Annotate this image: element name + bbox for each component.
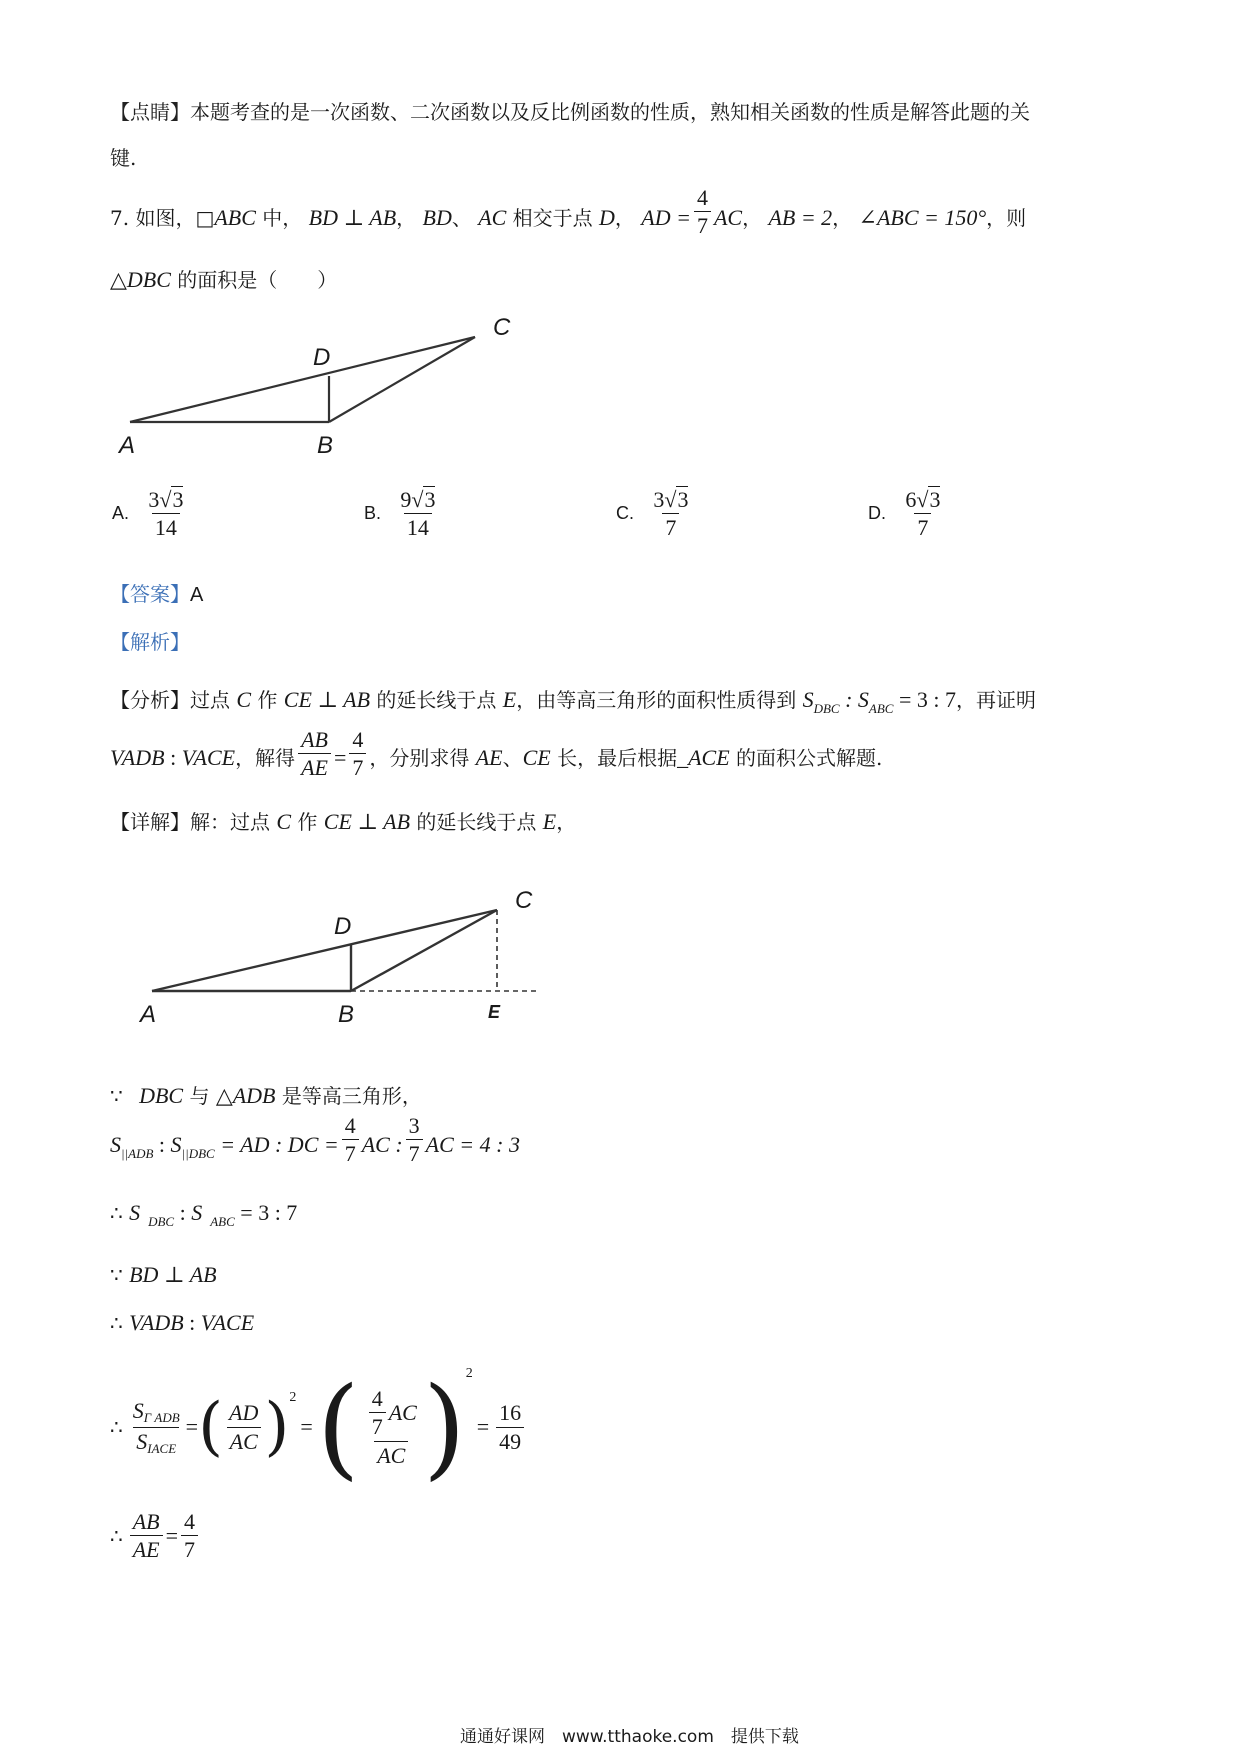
option-letter: C. [616, 503, 634, 524]
step-math: AC [388, 1400, 417, 1426]
option-coef: 9 [400, 487, 412, 512]
question-fraction [694, 186, 711, 237]
area-symbol: S [129, 1200, 141, 1225]
exponent: 2 [465, 1366, 473, 1381]
option-c [616, 488, 694, 539]
left-paren: ( [316, 1363, 360, 1491]
fenxi-area: S [802, 687, 814, 712]
answer-tag: 【答案】 [110, 582, 190, 606]
step-text: 是等高三角形， [275, 1084, 422, 1108]
option-coef: 3 [653, 487, 665, 512]
step-1 [110, 1080, 422, 1109]
fraction-numerator: 4 [696, 185, 708, 210]
fraction-numerator: 4 [344, 1113, 356, 1138]
question-ac: AC [713, 205, 743, 231]
fraction-denominator: 7 [694, 211, 711, 237]
area-symbol: S [136, 1428, 148, 1454]
option-coef: 3 [148, 487, 160, 512]
step-colon: : [174, 1200, 192, 1225]
area-sub: ABC [210, 1214, 235, 1229]
fraction-denominator: 49 [496, 1427, 524, 1453]
label-a: A [140, 1001, 157, 1028]
question-sep: ， [614, 206, 635, 231]
area-ratio-fraction [130, 1399, 183, 1455]
step-fraction [342, 1114, 359, 1165]
figure-triangle-1 [105, 305, 545, 460]
step-math: BD ⊥ AB [129, 1262, 217, 1287]
question-cond: BD [422, 205, 452, 231]
step-2 [110, 1113, 520, 1167]
figure-triangle-2 [130, 870, 560, 1030]
fraction-numerator: AB [132, 1509, 160, 1534]
area-symbol: S [110, 1132, 121, 1158]
dianjing-line1 [110, 96, 1030, 125]
area-sub: Γ ADB [143, 1409, 180, 1425]
question-cond: AC [478, 205, 507, 231]
fenxi-math: CE [522, 745, 551, 771]
answer-line [110, 578, 203, 607]
label-e: E [488, 1002, 501, 1022]
step-5 [110, 1310, 254, 1336]
step-eq: = [300, 1414, 313, 1439]
question-text: 相交于点 [506, 206, 600, 231]
option-letter: D. [868, 503, 886, 524]
question-abc: ABC [214, 205, 256, 231]
question-sep: ， [396, 206, 417, 231]
fenxi-text: 的面积公式解题. [729, 746, 883, 771]
fraction-denominator: 7 [181, 1535, 198, 1561]
xiangjie-math: CE ⊥ AB [323, 809, 411, 834]
step-eq: = [165, 1522, 179, 1548]
segment-ac [130, 337, 475, 422]
question-ab: AB = 2 [768, 205, 833, 231]
step-math: DBC [139, 1083, 184, 1108]
left-paren: ( [198, 1390, 224, 1464]
answer-value: A [190, 584, 204, 606]
question-line1 [110, 185, 1027, 239]
fraction-denominator: 7 [369, 1412, 386, 1438]
option-denominator: 14 [152, 513, 180, 539]
label-d: D [313, 344, 331, 371]
step-3 [110, 1200, 297, 1230]
area-sub: IACE [147, 1440, 177, 1456]
area-symbol: S [170, 1132, 182, 1158]
step-6 [110, 1362, 527, 1492]
xiangjie-text: 作 [291, 810, 324, 834]
step-math: AC : [361, 1132, 403, 1158]
therefore-symbol: ∴ [110, 1415, 123, 1439]
label-d: D [334, 913, 352, 940]
xiangjie-text: ， [556, 810, 577, 834]
dianjing-line2: 键. [110, 146, 137, 170]
question-text: 的面积是（ ） [170, 268, 338, 292]
step-math: = AD : DC = [214, 1132, 339, 1158]
option-radicand: 3 [172, 487, 184, 512]
question-triangle: △DBC [110, 267, 171, 292]
step-4 [110, 1262, 217, 1288]
option-letter: B. [364, 503, 382, 524]
label-c: C [515, 887, 533, 914]
step-fraction [130, 1510, 163, 1561]
xiangjie-tag: 【详解】 [110, 810, 190, 834]
fenxi-text: 作 [251, 688, 284, 712]
analysis-tag: 【解析】 [110, 630, 190, 654]
question-number: 7. [110, 206, 130, 231]
fenxi-text: 过点 [190, 688, 237, 712]
fenxi-area-sub: DBC [813, 701, 840, 716]
option-coef: 6 [905, 487, 917, 512]
area-sub: ||DBC [181, 1146, 215, 1162]
area-sub: DBC [148, 1214, 175, 1229]
fraction-denominator: AC [374, 1441, 408, 1467]
fenxi-math: VACE [181, 745, 236, 771]
question-sep: 、 [451, 206, 472, 231]
question-sep: ， [742, 206, 763, 231]
xiangjie-line [110, 806, 576, 835]
xiangjie-point: E [542, 809, 557, 834]
option-denominator: 14 [404, 513, 432, 539]
fraction-denominator: 7 [406, 1139, 423, 1165]
step-colon: : [153, 1132, 171, 1158]
question-ad: AD = [641, 205, 691, 231]
therefore-symbol: ∴ [110, 1311, 123, 1335]
label-b: B [317, 432, 334, 459]
question-sep: ， [832, 206, 853, 231]
fenxi-text: ，再证明 [956, 688, 1036, 712]
fraction-numerator: 16 [499, 1400, 522, 1426]
segment-bc [329, 337, 475, 422]
option-d [868, 488, 946, 539]
fenxi-math: CE ⊥ AB [283, 687, 371, 712]
xiangjie-point: C [276, 809, 292, 834]
fenxi-text: ，分别求得 [369, 746, 476, 771]
fenxi-colon: : [839, 687, 858, 712]
option-denominator: 7 [662, 513, 679, 539]
question-box: □ [195, 206, 215, 231]
page-footer: 通通好课网 www.tthaoke.com 提供下载 [460, 1727, 799, 1747]
fenxi-eq: = [333, 745, 347, 771]
step-fraction [181, 1510, 198, 1561]
result-fraction [496, 1401, 524, 1452]
segment-bc [351, 910, 497, 991]
question-angle: ∠ABC = 150° [858, 205, 987, 231]
fenxi-text: 长，最后根据 [550, 746, 678, 771]
right-paren: ) [264, 1390, 290, 1464]
fraction-denominator: AE [130, 1535, 163, 1561]
xiangjie-text: 解：过点 [190, 810, 277, 834]
fraction-numerator: AB [301, 727, 328, 752]
right-paren: ) [422, 1363, 466, 1491]
fraction-numerator: 4 [352, 727, 364, 752]
option-radicand: 3 [677, 487, 689, 512]
fenxi-math: AE [475, 745, 503, 771]
fenxi-fraction [298, 728, 331, 779]
fenxi-area: S [857, 687, 869, 712]
fenxi-fraction [349, 728, 366, 779]
step-eq: = [185, 1414, 199, 1439]
fenxi-colon: : [164, 745, 182, 771]
option-b [364, 488, 441, 539]
step-math: VACE [200, 1310, 255, 1335]
fenxi-point: E [502, 687, 517, 712]
area-symbol: S [132, 1397, 144, 1423]
question-text: 中， [255, 206, 303, 231]
option-a [112, 488, 189, 539]
option-fraction: $\frac{9√3}{14}$ [400, 487, 436, 541]
step-colon: : [183, 1310, 201, 1335]
fenxi-text: ，由等高三角形的面积性质得到 [516, 688, 803, 712]
question-text: 如图， [135, 206, 196, 231]
segment-ac [152, 910, 497, 991]
fenxi-text: ，解得 [235, 746, 296, 771]
fraction-denominator: 7 [342, 1139, 359, 1165]
fraction-numerator: 4 [371, 1386, 383, 1412]
fraction-numerator: AD [229, 1400, 259, 1426]
therefore-symbol: ∴ [110, 1523, 123, 1548]
option-radicand: 3 [424, 487, 436, 512]
therefore-symbol: ∴ [110, 1201, 123, 1225]
xiangjie-text: 的延长线于点 [410, 810, 543, 834]
area-symbol: S [191, 1200, 203, 1225]
option-fraction: $\frac{3√3}{7}$ [653, 487, 689, 541]
step-text: 与 [183, 1084, 216, 1108]
dianjing-text: 本题考查的是一次函数、二次函数以及反比例函数的性质，熟知相关函数的性质是解答此题的关 [190, 100, 1030, 124]
because-symbol: ∵ [110, 1263, 123, 1287]
dianjing-tag: 【点睛】 [110, 100, 190, 124]
label-a: A [119, 432, 136, 459]
fraction-denominator: 7 [349, 753, 366, 779]
option-fraction: $\frac{6√3}{7}$ [905, 487, 941, 541]
step-ratio: = 3 : 7 [234, 1200, 298, 1225]
fraction-numerator: 3 [408, 1113, 420, 1138]
step-eq: = [476, 1414, 490, 1439]
fraction-denominator: AC [227, 1427, 261, 1453]
fenxi-sep: 、 [502, 746, 523, 771]
nested-fraction [363, 1387, 420, 1466]
because-symbol: ∵ [110, 1084, 123, 1108]
exponent: 2 [289, 1390, 297, 1405]
step-math: AC = 4 : 3 [425, 1132, 520, 1158]
step-math: VADB [129, 1310, 184, 1335]
question-line2 [110, 264, 337, 293]
fenxi-point: C [236, 687, 252, 712]
step-7 [110, 1510, 201, 1561]
fenxi-tag: 【分析】 [110, 688, 190, 712]
step-fraction [406, 1114, 423, 1165]
option-letter: A. [112, 503, 130, 524]
area-sub: ||ADB [121, 1146, 154, 1162]
option-fraction: $\frac{3√3}{14}$ [148, 487, 184, 541]
option-denominator: 7 [914, 513, 931, 539]
fenxi-math: _ACE [677, 745, 730, 771]
step-math: △ADB [215, 1083, 276, 1108]
fenxi-math: VADB [110, 745, 165, 771]
fraction-denominator: AE [298, 753, 331, 779]
label-b: B [338, 1001, 355, 1028]
inner-fraction [369, 1387, 386, 1438]
fenxi-line2 [110, 727, 883, 781]
question-point: D [599, 205, 615, 231]
question-text: ，则 [986, 206, 1027, 231]
question-cond: BD ⊥ AB [308, 205, 397, 231]
fenxi-text: 的延长线于点 [370, 688, 503, 712]
label-c: C [493, 314, 511, 341]
fenxi-ratio: = 3 : 7 [893, 687, 956, 712]
step-fraction [226, 1401, 261, 1452]
fenxi-line1 [110, 684, 1036, 717]
fenxi-area-sub: ABC [868, 701, 894, 716]
option-radicand: 3 [929, 487, 941, 512]
fraction-numerator: 4 [184, 1509, 196, 1534]
